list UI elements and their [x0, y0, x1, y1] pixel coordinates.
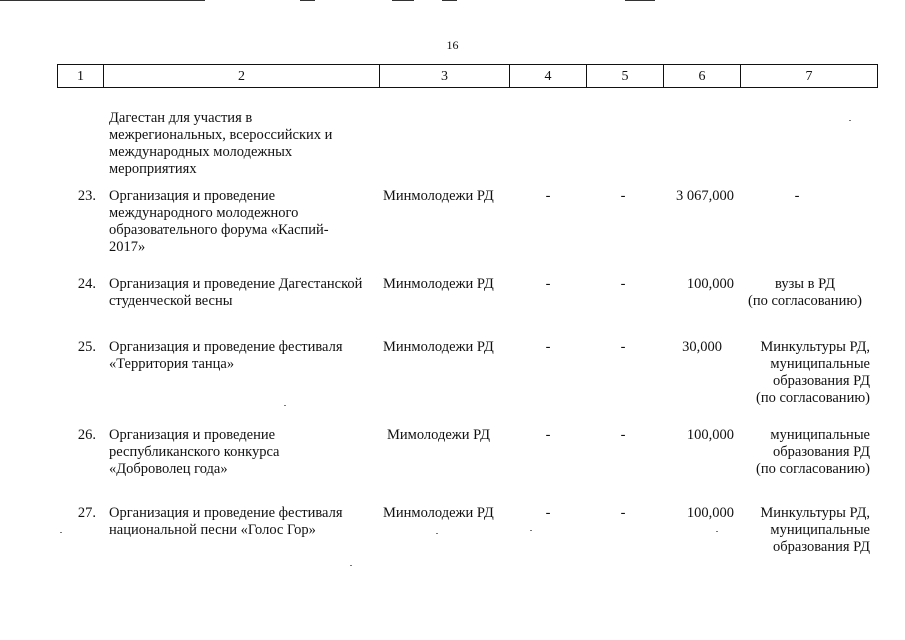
text-line: мероприятиях	[109, 161, 197, 177]
scan-speck	[350, 565, 352, 566]
header-cell-6: 6	[664, 65, 741, 88]
funding-amount: 30,000	[682, 339, 722, 355]
header-cell-1: 1	[58, 65, 104, 88]
executor: Минмолодежи РД	[383, 188, 494, 204]
col-5-value: -	[620, 276, 626, 292]
executor: Мимолодежи РД	[387, 427, 491, 443]
row-number: 26.	[77, 427, 96, 443]
header-cell-3: 3	[380, 65, 510, 88]
text-line: муниципальные	[770, 427, 870, 443]
event-name	[109, 339, 384, 373]
scan-speck	[849, 120, 851, 121]
co-executors	[740, 505, 870, 556]
funding-amount: 100,000	[686, 276, 734, 292]
event-name	[109, 276, 384, 310]
text-line: муниципальные	[770, 522, 870, 538]
text-line: межрегиональных, всероссийских и	[109, 127, 333, 143]
funding-amount: 3 067,000	[676, 188, 734, 204]
text-line: вузы в РД	[774, 276, 836, 292]
text-line: «Доброволец года»	[109, 461, 228, 477]
text-line: студенческой весны	[109, 293, 233, 309]
col-4-value: -	[545, 188, 551, 204]
text-line: Минкультуры РД,	[760, 339, 870, 355]
executor: Минмолодежи РД	[383, 339, 494, 355]
col-5-value: -	[620, 188, 626, 204]
col-5-value: -	[620, 427, 626, 443]
col-5-value: -	[620, 339, 626, 355]
text-line: муниципальные	[770, 356, 870, 372]
col-4-value: -	[545, 427, 551, 443]
scan-edge-line	[0, 0, 205, 1]
text-line: 2017»	[109, 239, 146, 255]
co-executors	[740, 339, 870, 407]
scan-speck	[436, 533, 438, 534]
text-line: «Территория танца»	[109, 356, 235, 372]
text-line: образовательного форума «Каспий-	[109, 222, 329, 238]
col-4-value: -	[545, 505, 551, 521]
scan-edge-line	[392, 0, 414, 1]
text-line: Организация и проведение Дагестанской	[109, 276, 363, 292]
text-line: Минкультуры РД,	[760, 505, 870, 521]
text-line: международных молодежных	[109, 144, 293, 160]
row-number: 23.	[77, 188, 96, 204]
co-executors	[757, 188, 837, 205]
text-line: Организация и проведение	[109, 427, 276, 443]
row-number: 25.	[77, 339, 96, 355]
header-cell-4: 4	[510, 65, 587, 88]
text-line: Дагестан для участия в	[109, 110, 253, 126]
column-header-table	[57, 64, 878, 88]
co-executors	[740, 276, 870, 310]
scan-edge-line	[300, 0, 315, 1]
executor: Минмолодежи РД	[383, 505, 494, 521]
header-cell-7: 7	[741, 65, 878, 88]
scan-speck	[60, 532, 62, 533]
event-name	[109, 110, 384, 178]
executor: Минмолодежи РД	[383, 276, 494, 292]
header-row	[58, 65, 878, 88]
row-number: 24.	[77, 276, 96, 292]
text-line: образования РД	[773, 373, 870, 389]
text-line: (по согласованию)	[756, 461, 870, 477]
text-line: (по согласованию)	[756, 390, 870, 406]
text-line: Организация и проведение	[109, 188, 276, 204]
scan-edge-line	[442, 0, 457, 1]
scan-speck	[530, 530, 532, 531]
scan-speck	[284, 405, 286, 406]
text-line: (по согласованию)	[748, 293, 862, 309]
col-4-value: -	[545, 339, 551, 355]
event-name	[109, 427, 384, 478]
text-line: республиканского конкурса	[109, 444, 280, 460]
text-line: Организация и проведение фестиваля	[109, 505, 343, 521]
header-cell-2: 2	[104, 65, 380, 88]
text-line: Организация и проведение фестиваля	[109, 339, 343, 355]
scan-speck	[716, 531, 718, 532]
text-line: международного молодежного	[109, 205, 299, 221]
header-cell-5: 5	[587, 65, 664, 88]
col-4-value: -	[545, 276, 551, 292]
col-5-value: -	[620, 505, 626, 521]
event-name	[109, 188, 384, 256]
scan-edge-line	[625, 0, 655, 1]
text-line: образования РД	[773, 539, 870, 555]
funding-amount: 100,000	[686, 505, 734, 521]
funding-amount: 100,000	[686, 427, 734, 443]
event-name	[109, 505, 384, 539]
text-line: национальной песни «Голос Гор»	[109, 522, 316, 538]
page-number: 16	[446, 38, 459, 52]
text-line: образования РД	[773, 444, 870, 460]
row-number: 27.	[77, 505, 96, 521]
co-executors	[740, 427, 870, 478]
text-line: -	[794, 188, 800, 204]
